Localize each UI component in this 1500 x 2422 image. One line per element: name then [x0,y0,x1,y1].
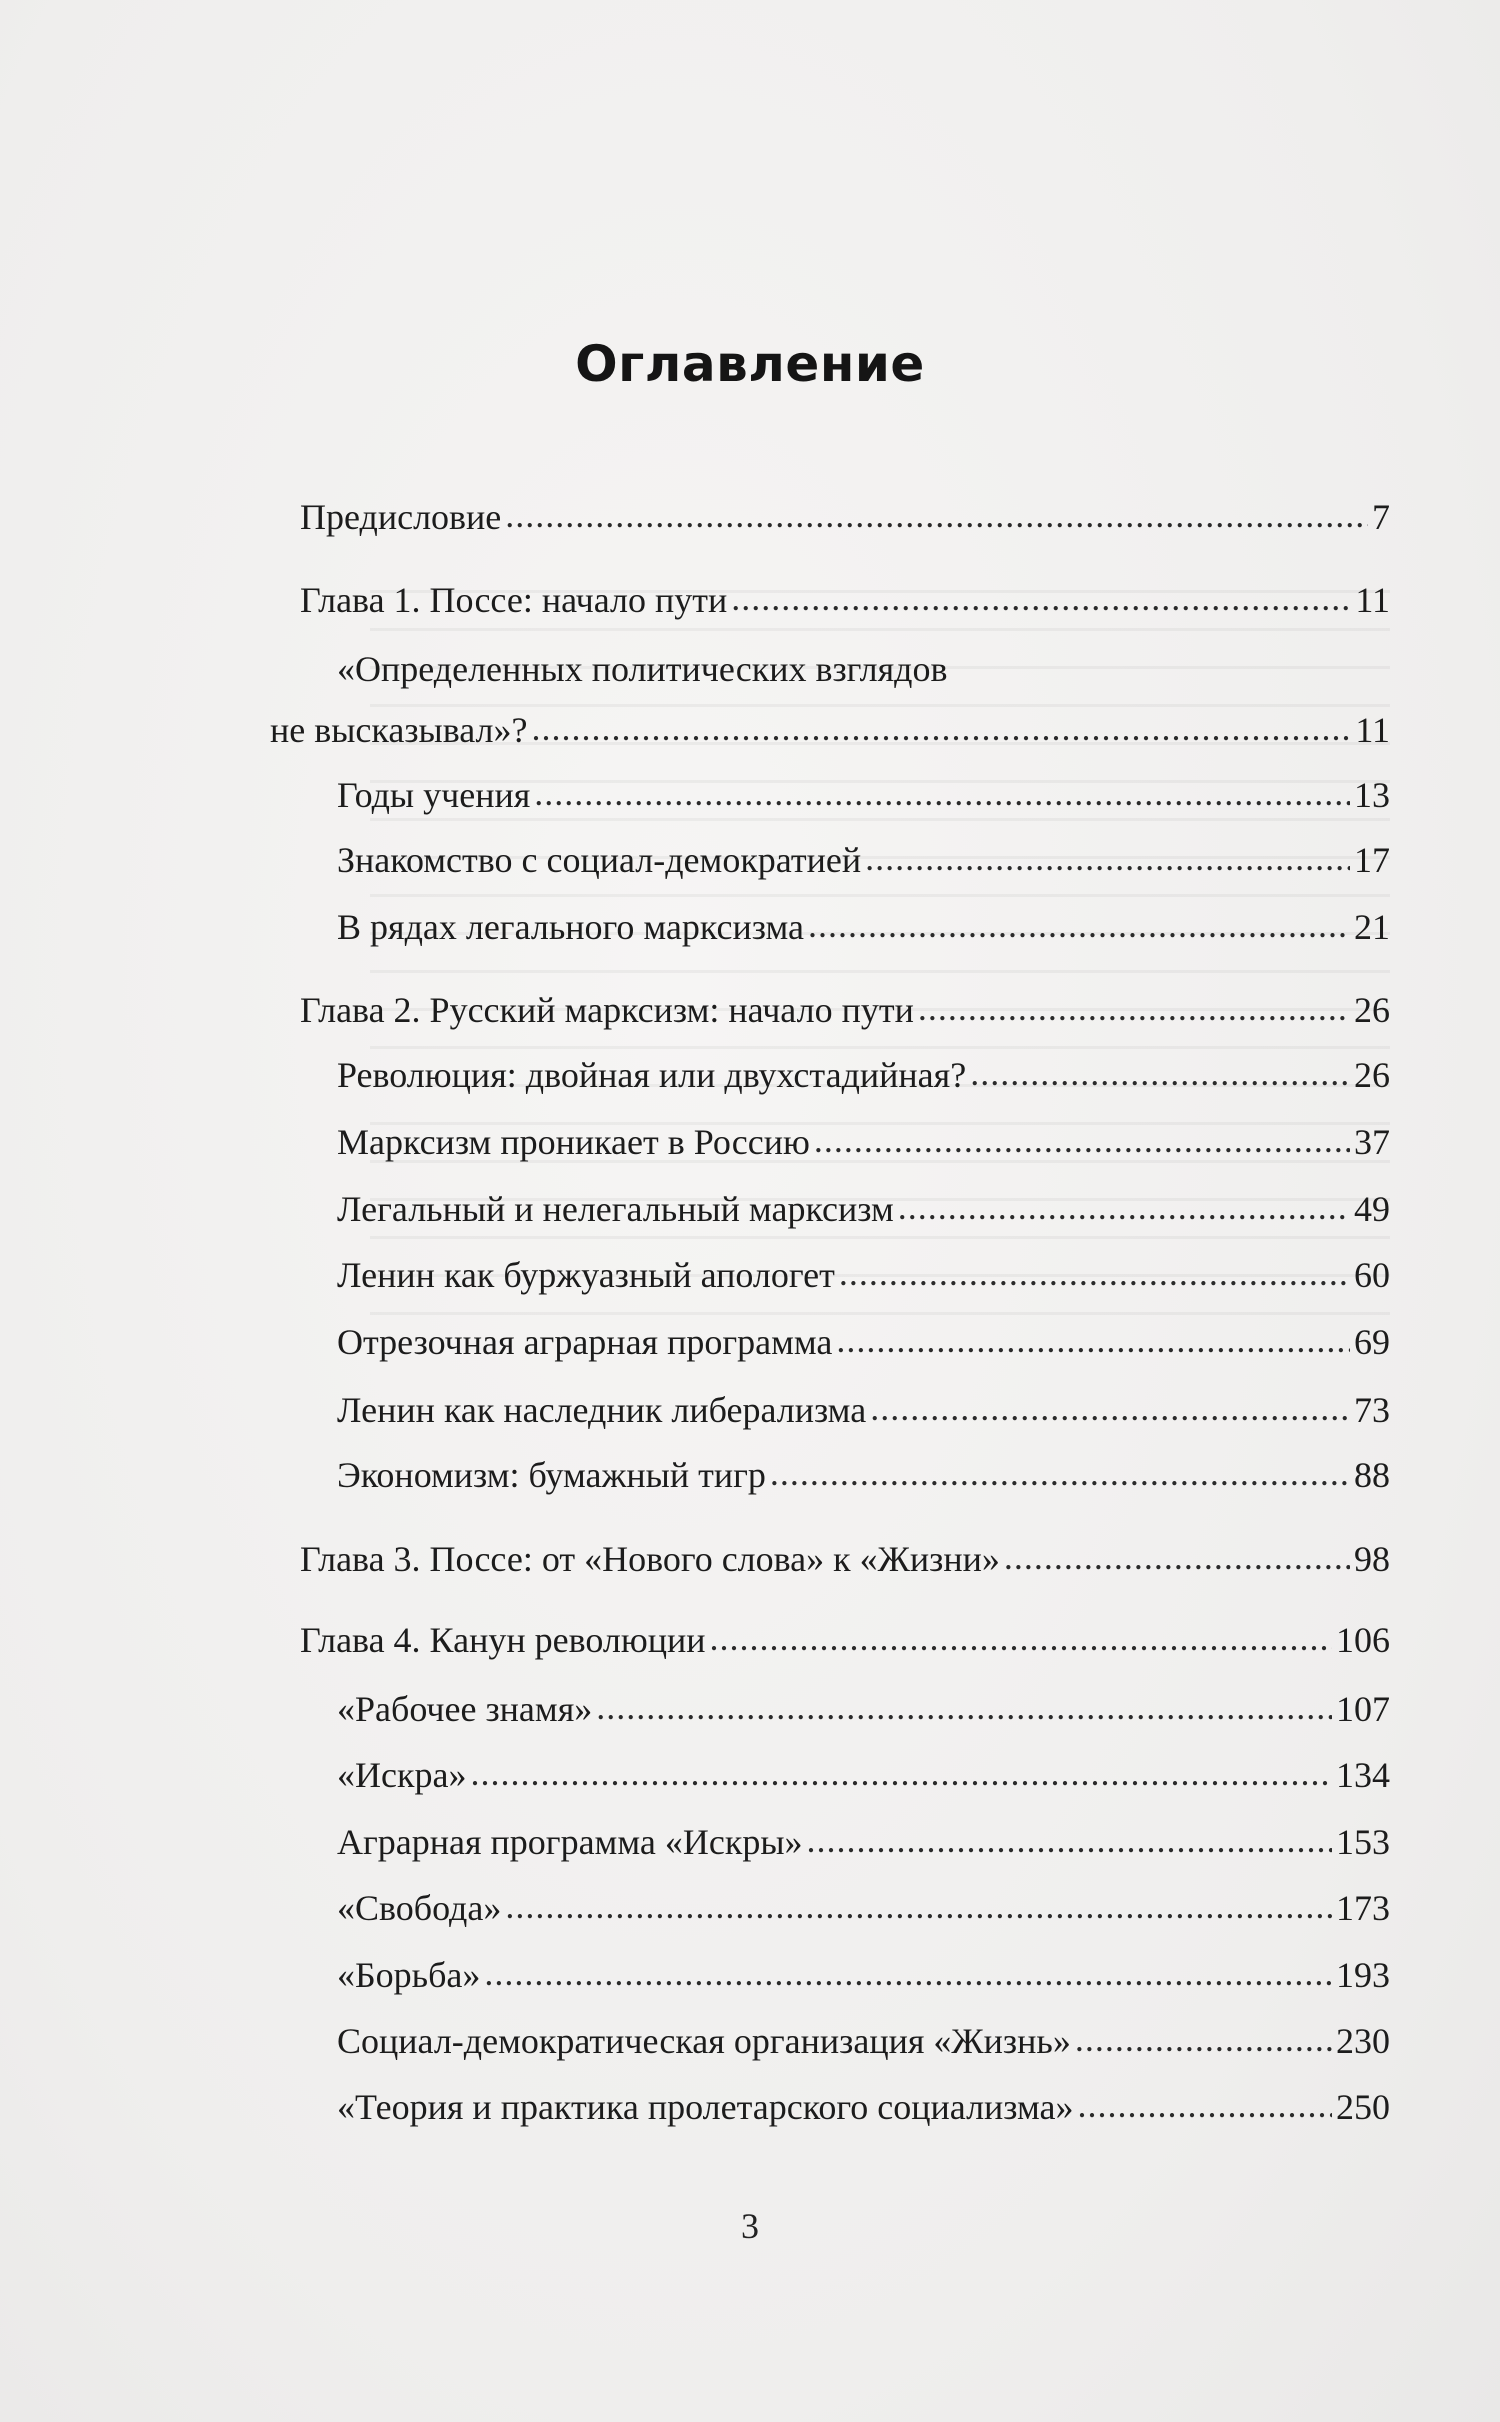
toc-page-number: 107 [1336,1689,1390,1729]
toc-page-number: 11 [1355,580,1390,620]
dot-leader [808,903,1350,947]
toc-entry-label: Предисловие [300,497,502,537]
dot-leader [870,1386,1350,1430]
toc-page-number: 11 [1355,710,1390,750]
toc-page-number: 230 [1336,2021,1390,2061]
dot-leader [505,493,1368,537]
dot-leader [865,836,1350,880]
toc-entry-label: Глава 4. Канун революции [300,1620,706,1660]
toc-entry-label: «Искра» [337,1755,467,1795]
toc-page-number: 49 [1354,1189,1390,1229]
dot-leader [1004,1535,1350,1579]
toc-page-number: 13 [1354,775,1390,815]
toc-entry-agrarian-program[interactable] [337,1320,1390,1364]
toc-page-number: 88 [1354,1455,1390,1495]
toc-entry-theory-practice[interactable] [337,2085,1390,2129]
toc-entry-label: Глава 2. Русский марксизм: начало пути [300,990,914,1030]
toc-entry-legal-marxism-ranks[interactable] [337,905,1390,949]
toc-entry-lenin-apologist[interactable] [337,1253,1390,1297]
toc-page-number: 60 [1354,1255,1390,1295]
toc-entry-label: Легальный и нелегальный марксизм [337,1189,894,1229]
toc-page-number: 98 [1354,1539,1390,1579]
dot-leader [710,1616,1332,1660]
toc-entry-lenin-liberalism[interactable] [337,1388,1390,1432]
toc-entry-label: Ленин как буржуазный апологет [337,1255,835,1295]
toc-entry-label: Глава 1. Поссе: начало пути [300,580,728,620]
toc-entry-chapter-3[interactable] [300,1537,1390,1581]
toc-entry-political-views[interactable] [270,708,1390,752]
toc-entry-preface[interactable] [300,495,1390,539]
toc-entry-label: «Теория и практика пролетарского социализма» [337,2087,1074,2127]
toc-entry-chapter-4[interactable] [300,1618,1390,1662]
toc-entry-social-democracy[interactable] [337,838,1390,882]
show-through-lines [370,590,1390,1350]
dot-leader [1075,2017,1332,2061]
toc-entry-years-of-study[interactable] [337,773,1390,817]
toc-entry-svoboda[interactable] [337,1886,1390,1930]
dot-leader [807,1818,1332,1862]
dot-leader [484,1951,1332,1995]
toc-entry-label: Социал-демократическая организация «Жизнь» [337,2021,1071,2061]
toc-entry-marxism-russia[interactable] [337,1120,1390,1164]
toc-entry-label: Отрезочная аграрная программа [337,1322,833,1362]
toc-page-number: 193 [1336,1955,1390,1995]
toc-entry-rabochee-znamya[interactable] [337,1687,1390,1731]
toc-page-number: 153 [1336,1822,1390,1862]
toc-entry-label: Годы учения [337,775,531,815]
toc-page-number: 26 [1354,990,1390,1030]
dot-leader [1078,2083,1332,2127]
toc-entry-label: «Борьба» [337,1955,481,1995]
dot-leader [505,1884,1332,1928]
toc-entry-revolution[interactable] [337,1053,1390,1097]
toc-entry-iskra-agrarian[interactable] [337,1820,1390,1864]
toc-page-number: 37 [1354,1122,1390,1162]
toc-entry-label: «Рабочее знамя» [337,1689,593,1729]
toc-entry-label-line1[interactable]: «Определенных политических взглядов [337,649,948,689]
toc-entry-label: Глава 3. Поссе: от «Нового слова» к «Жизни» [300,1539,1000,1579]
dot-leader [532,706,1352,750]
toc-entry-label: В рядах легального марксизма [337,907,804,947]
toc-entry-label-line2: не высказывал»? [270,710,528,750]
toc-entry-label: Марксизм проникает в Россию [337,1122,810,1162]
toc-entry-label: Аграрная программа «Искры» [337,1822,803,1862]
toc-page-number: 7 [1372,497,1390,537]
dot-leader [470,1751,1332,1795]
dot-leader [731,576,1351,620]
toc-page-number: 17 [1354,840,1390,880]
dot-leader [970,1051,1350,1095]
toc-page-number: 69 [1354,1322,1390,1362]
dot-leader [918,986,1350,1030]
toc-entry-label: Ленин как наследник либерализма [337,1390,867,1430]
dot-leader [836,1318,1350,1362]
toc-entry-label: «Свобода» [337,1888,502,1928]
toc-entry-borba[interactable] [337,1953,1390,1997]
toc-entry-chapter-1[interactable] [300,578,1390,622]
toc-page-number: 134 [1336,1755,1390,1795]
dot-leader [839,1251,1350,1295]
toc-page-number: 73 [1354,1390,1390,1430]
toc-page-number: 250 [1336,2087,1390,2127]
toc-entry-iskra[interactable] [337,1753,1390,1797]
toc-entry-label: Революция: двойная или двухстадийная? [337,1055,967,1095]
toc-entry-label: Знакомство с социал-демократией [337,840,862,880]
dot-leader [814,1118,1350,1162]
toc-entry-chapter-2[interactable] [300,988,1390,1032]
toc-entry-zhizn-organization[interactable] [337,2019,1390,2063]
toc-page-number: 21 [1354,907,1390,947]
toc-page-number: 173 [1336,1888,1390,1928]
dot-leader [770,1451,1350,1495]
dot-leader [534,771,1350,815]
toc-page-number: 106 [1336,1620,1390,1660]
dot-leader [596,1685,1332,1729]
toc-entry-economism[interactable] [337,1453,1390,1497]
page-title: Оглавление [575,335,925,393]
toc-entry-legal-illegal[interactable] [337,1187,1390,1231]
page-number-footer: 3 [741,2206,759,2246]
toc-page-number: 26 [1354,1055,1390,1095]
toc-entry-label: Экономизм: бумажный тигр [337,1455,766,1495]
dot-leader [898,1185,1350,1229]
